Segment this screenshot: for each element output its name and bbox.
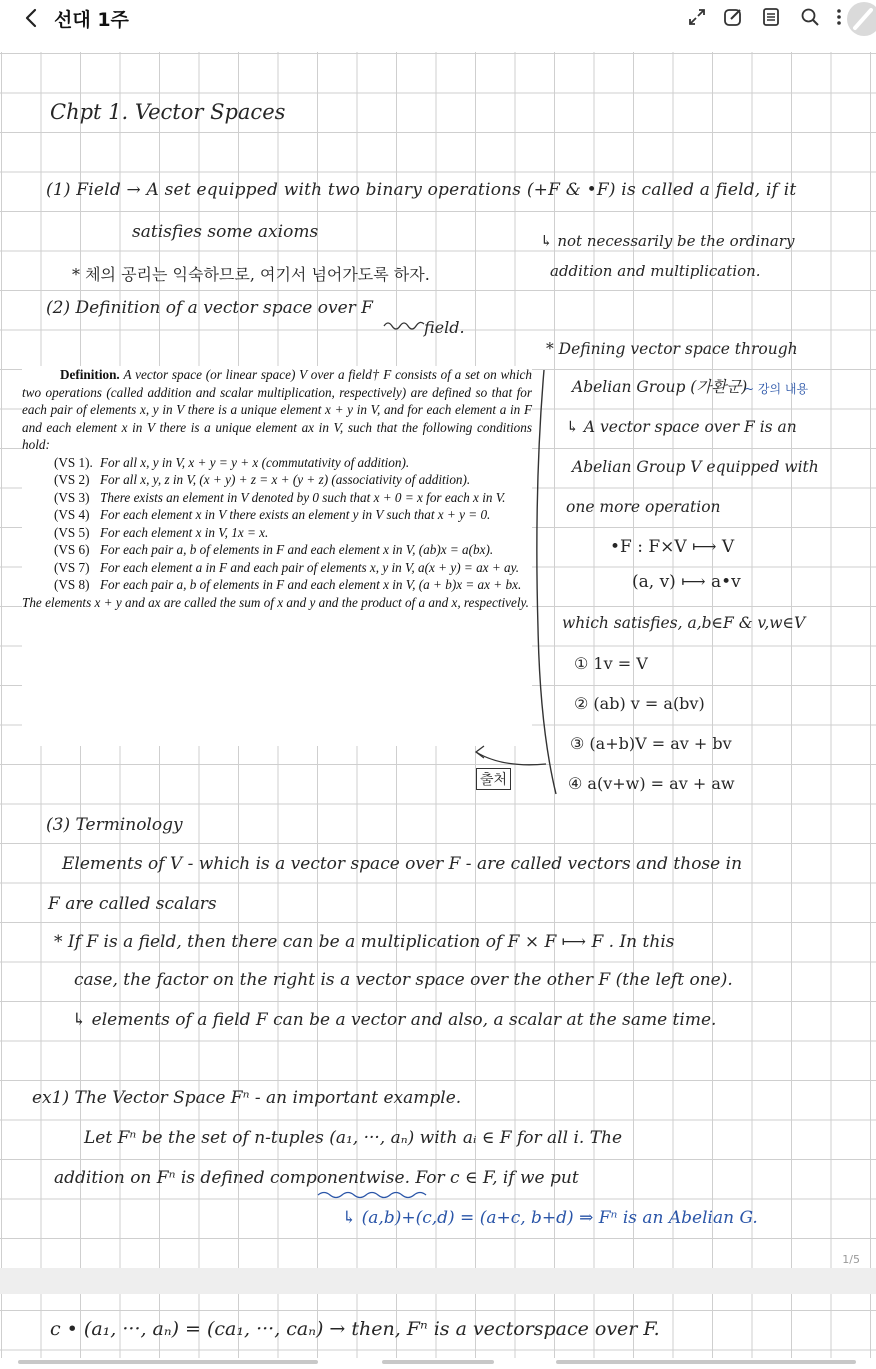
note-title[interactable]: 선대 1주 — [54, 9, 129, 31]
example-line-2: addition on Fⁿ is defined componentwise. For c ∈ F, if we put — [54, 1168, 579, 1188]
axiom-text: For all x, y in V, x + y = y + x (commutativity of addition). — [100, 454, 410, 470]
axiom-row — [54, 576, 532, 594]
rule-1: ① 1v = V — [574, 654, 648, 673]
axiom-text: For each element x in V, 1x = x. — [100, 524, 269, 540]
more-icon[interactable] — [834, 6, 844, 28]
page-number: 1/5 — [842, 1253, 860, 1266]
terminology-line-1: Elements of V - which is a vector space over F - are called vectors and those in — [62, 854, 743, 874]
axiom-text: For each element a in F and each pair of elements x, y in V, a(x + y) = ax + ay. — [100, 559, 520, 575]
source-arrow — [472, 744, 552, 774]
terminology-heading: (3) Terminology — [46, 815, 183, 835]
search-icon[interactable] — [799, 6, 821, 28]
example-heading: ex1) The Vector Space Fⁿ - an important example. — [32, 1088, 462, 1108]
field-label: field. — [424, 318, 465, 337]
axiom-number: (VS 6) — [54, 542, 90, 557]
axiom-row — [54, 559, 532, 577]
edit-icon[interactable] — [722, 6, 744, 28]
axiom-text: For each element x in V there exists an element y in V such that x + y = 0. — [100, 507, 491, 522]
axiom-text: There exists an element in V denoted by 0 such that x + 0 = x for each x in V. — [100, 489, 506, 505]
terminology-line-3: * If F is a field, then there can be a multiplication of F × F ⟼ F . In this — [54, 932, 675, 952]
axiom-row — [54, 454, 532, 472]
side-bracket — [530, 368, 560, 798]
satisfies-line: which satisfies, a,b∈F & v,w∈V — [562, 614, 806, 632]
terminology-line-2: F are called scalars — [48, 894, 217, 914]
axiom-number: (VS 5) — [54, 524, 90, 540]
axiom-number: (VS 7) — [54, 559, 90, 575]
definition-closing: The elements x + y and ax are called the sum of x and y and the product of a and x, respectively. — [22, 594, 529, 610]
axiom-text: For all x, y, z in V, (x + y) + z = x + (y + z) (associativity of addition). — [100, 472, 471, 487]
axiom-number: (VS 4) — [54, 507, 90, 522]
field-definition-line: (1) Field → A set equipped with two binary operations (+F & •F) is called a field, if it — [46, 180, 797, 200]
definition-excerpt — [22, 366, 532, 746]
operation-line-1: •F : F×V ⟼ V — [610, 537, 735, 557]
axiom-number: (VS 2) — [54, 472, 90, 487]
side-line-5: one more operation — [566, 498, 721, 516]
expand-icon[interactable] — [686, 6, 708, 28]
axiom-row — [54, 471, 532, 489]
scroll-indicator[interactable] — [18, 1360, 318, 1364]
source-label: 출처 — [476, 768, 511, 790]
field-side-note-1: ↳ not necessarily be the ordinary — [540, 232, 795, 250]
componentwise-underline — [316, 1190, 430, 1200]
chapter-title: Chpt 1. Vector Spaces — [50, 100, 286, 124]
definition-intro: A vector space (or linear space) V over a field† F consists of a set on which two operations (called addition and scalar multiplication, respectively) are defined so that for each pair of elements x, y in V there is a unique element x + y in V, and for each element a in F and each element x in V there is a unique element ax in V, such that the following conditions hold: — [22, 367, 533, 452]
back-arrow-icon[interactable] — [18, 4, 46, 32]
field-side-note-2: addition and multiplication. — [550, 262, 761, 280]
pen-icon[interactable] — [846, 2, 876, 36]
page-2-line-1: c • (a₁, ···, aₙ) = (ca₁, ···, caₙ) → then, Fⁿ is a vectorspace over F. — [50, 1318, 660, 1340]
axiom-number: (VS 1). — [54, 454, 93, 470]
rule-3: ③ (a+b)V = av + bv — [570, 734, 732, 753]
side-line-3: ↳ A vector space over F is an — [566, 418, 797, 436]
definition-label: Definition. — [60, 367, 120, 382]
axiom-row — [54, 524, 532, 542]
korean-note: * 체의 공리는 익숙하므로, 여기서 넘어가도록 하자. — [72, 265, 430, 284]
definition-heading: (2) Definition of a vector space over F — [46, 298, 373, 318]
top-bar — [0, 0, 876, 40]
field-axioms-line: satisfies some axioms — [132, 222, 319, 242]
axiom-text: For each pair a, b of elements in F and each element x in V, (a + b)x = ax + bx. — [100, 577, 522, 592]
axiom-row — [54, 541, 532, 559]
scroll-indicator[interactable] — [382, 1360, 494, 1364]
rule-4: ④ a(v+w) = av + aw — [568, 774, 735, 793]
page-gap — [0, 1268, 876, 1294]
side-line-4: Abelian Group V equipped with — [572, 458, 819, 476]
axiom-text: For each pair a, b of elements in F and each element x in V, (ab)x = a(bx). — [100, 542, 494, 557]
example-line-3: ↳ (a,b)+(c,d) = (a+c, b+d) ⇒ Fⁿ is an Abelian G. — [342, 1208, 758, 1228]
axiom-row — [54, 506, 532, 524]
example-line-1: Let Fⁿ be the set of n-tuples (a₁, ···, aₙ) with aᵢ ∈ F for all i. The — [84, 1128, 623, 1148]
axiom-row — [54, 489, 532, 507]
read-mode-icon[interactable] — [760, 6, 782, 28]
side-abelian-line: Abelian Group (가환군) — [572, 378, 748, 396]
lecture-note: ~ 강의 내용 — [744, 382, 809, 396]
side-heading: * Defining vector space through — [546, 340, 798, 358]
axiom-number: (VS 3) — [54, 489, 90, 505]
operation-line-2: (a, v) ⟼ a•v — [632, 572, 741, 592]
wavy-underline — [382, 318, 426, 332]
terminology-line-5: ↳ elements of a field F can be a vector and also, a scalar at the same time. — [72, 1010, 717, 1030]
scroll-indicator[interactable] — [556, 1360, 856, 1364]
terminology-line-4: case, the factor on the right is a vector space over the other F (the left one). — [74, 970, 733, 990]
axiom-number: (VS 8) — [54, 577, 90, 592]
rule-2: ② (ab) v = a(bv) — [574, 694, 705, 713]
